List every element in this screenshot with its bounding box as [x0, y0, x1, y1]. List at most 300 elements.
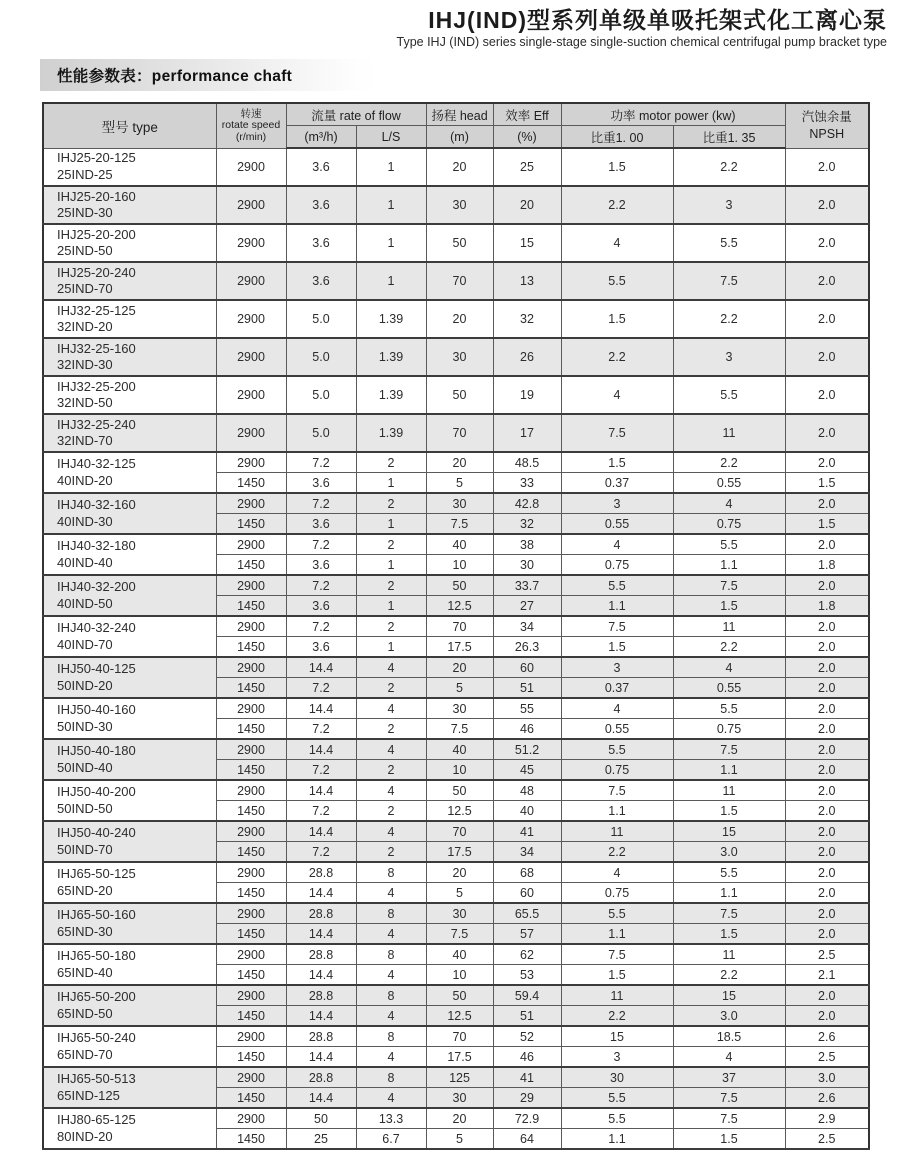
- power-sg135-cell: 0.55: [673, 678, 785, 699]
- npsh-cell: 2.0: [785, 452, 869, 473]
- flow-ls-cell: 1: [356, 148, 426, 186]
- flow-ls-cell: 2: [356, 842, 426, 863]
- power-sg135-cell: 4: [673, 657, 785, 678]
- power-sg100-cell: 1.1: [561, 596, 673, 617]
- speed-cell: 1450: [216, 514, 286, 535]
- speed-cell: 1450: [216, 678, 286, 699]
- flow-m3h-cell: 7.2: [286, 493, 356, 514]
- npsh-cell: 2.6: [785, 1088, 869, 1109]
- speed-cell: 2900: [216, 862, 286, 883]
- power-sg135-cell: 7.5: [673, 1108, 785, 1129]
- power-sg100-cell: 30: [561, 1067, 673, 1088]
- flow-m3h-cell: 3.6: [286, 514, 356, 535]
- speed-cell: 2900: [216, 534, 286, 555]
- flow-ls-cell: 4: [356, 698, 426, 719]
- power-sg135-cell: 1.5: [673, 801, 785, 822]
- table-row: [43, 985, 869, 1006]
- flow-m3h-cell: 14.4: [286, 883, 356, 904]
- npsh-label-cn: 汽蚀余量: [801, 110, 852, 125]
- head-cell: 30: [426, 903, 493, 924]
- flow-ls-cell: 4: [356, 883, 426, 904]
- document-header: [0, 0, 900, 50]
- table-row: [43, 338, 869, 376]
- head-cell: 17.5: [426, 1047, 493, 1068]
- head-cell: 40: [426, 739, 493, 760]
- model-cell: IHJ25-20-240 25IND-70: [43, 262, 216, 300]
- speed-cell: 2900: [216, 376, 286, 414]
- flow-m3h-cell: 7.2: [286, 678, 356, 699]
- flow-m3h-cell: 5.0: [286, 300, 356, 338]
- speed-cell: 2900: [216, 300, 286, 338]
- model-cell: IHJ25-20-160 25IND-30: [43, 186, 216, 224]
- model-cell: IHJ25-20-200 25IND-50: [43, 224, 216, 262]
- model-cell: IHJ65-50-200 65IND-50: [43, 985, 216, 1026]
- power-sg135-cell: 11: [673, 414, 785, 452]
- eff-cell: 60: [493, 883, 561, 904]
- power-sg135-cell: 11: [673, 944, 785, 965]
- eff-cell: 19: [493, 376, 561, 414]
- speed-cell: 2900: [216, 1067, 286, 1088]
- table-row: [43, 224, 869, 262]
- speed-cell: 1450: [216, 1129, 286, 1150]
- head-cell: 50: [426, 780, 493, 801]
- eff-cell: 34: [493, 616, 561, 637]
- npsh-cell: 2.5: [785, 944, 869, 965]
- speed-cell: 2900: [216, 821, 286, 842]
- table-row: [43, 1067, 869, 1088]
- speed-cell: 1450: [216, 842, 286, 863]
- power-sg135-cell: 7.5: [673, 1088, 785, 1109]
- table-row: [43, 575, 869, 596]
- flow-m3h-cell: 28.8: [286, 862, 356, 883]
- power-sg100-cell: 5.5: [561, 1088, 673, 1109]
- page-subtitle: Type IHJ (IND) series single-stage single-suction chemical centrifugal pump bracket type: [396, 35, 887, 50]
- npsh-cell: 1.8: [785, 555, 869, 576]
- npsh-cell: 2.0: [785, 534, 869, 555]
- npsh-cell: 2.1: [785, 965, 869, 986]
- head-cell: 40: [426, 534, 493, 555]
- power-sg100-cell: 4: [561, 376, 673, 414]
- speed-cell: 1450: [216, 1047, 286, 1068]
- power-sg135-cell: 15: [673, 985, 785, 1006]
- flow-m3h-cell: 14.4: [286, 1006, 356, 1027]
- npsh-cell: 2.0: [785, 842, 869, 863]
- power-sg100-cell: 0.37: [561, 678, 673, 699]
- flow-m3h-cell: 7.2: [286, 575, 356, 596]
- head-cell: 12.5: [426, 801, 493, 822]
- col-header-flow-m3h: (m³/h): [286, 126, 356, 149]
- power-sg100-cell: 0.55: [561, 514, 673, 535]
- model-cell: IHJ32-25-200 32IND-50: [43, 376, 216, 414]
- flow-m3h-cell: 14.4: [286, 780, 356, 801]
- power-sg135-cell: 5.5: [673, 224, 785, 262]
- head-cell: 30: [426, 1088, 493, 1109]
- flow-ls-cell: 8: [356, 944, 426, 965]
- flow-ls-cell: 2: [356, 801, 426, 822]
- power-sg100-cell: 5.5: [561, 262, 673, 300]
- power-sg135-cell: 1.5: [673, 1129, 785, 1150]
- head-cell: 70: [426, 1026, 493, 1047]
- npsh-label-en: NPSH: [809, 127, 845, 142]
- power-sg100-cell: 4: [561, 534, 673, 555]
- npsh-cell: 2.0: [785, 719, 869, 740]
- flow-m3h-cell: 28.8: [286, 985, 356, 1006]
- power-sg100-cell: 0.37: [561, 473, 673, 494]
- flow-ls-cell: 4: [356, 1047, 426, 1068]
- model-cell: IHJ50-40-125 50IND-20: [43, 657, 216, 698]
- power-sg100-cell: 3: [561, 657, 673, 678]
- model-cell: IHJ32-25-240 32IND-70: [43, 414, 216, 452]
- speed-cell: 1450: [216, 596, 286, 617]
- flow-m3h-cell: 3.6: [286, 473, 356, 494]
- eff-cell: 46: [493, 1047, 561, 1068]
- power-sg135-cell: 3: [673, 186, 785, 224]
- head-cell: 20: [426, 452, 493, 473]
- flow-ls-cell: 6.7: [356, 1129, 426, 1150]
- head-cell: 70: [426, 414, 493, 452]
- flow-m3h-cell: 7.2: [286, 719, 356, 740]
- power-sg100-cell: 3: [561, 493, 673, 514]
- npsh-cell: 2.0: [785, 493, 869, 514]
- flow-ls-cell: 8: [356, 985, 426, 1006]
- power-sg100-cell: 7.5: [561, 616, 673, 637]
- head-cell: 20: [426, 657, 493, 678]
- speed-cell: 1450: [216, 555, 286, 576]
- table-row: [43, 739, 869, 760]
- npsh-cell: 2.0: [785, 300, 869, 338]
- flow-ls-cell: 1.39: [356, 300, 426, 338]
- flow-ls-cell: 8: [356, 1026, 426, 1047]
- speed-cell: 1450: [216, 924, 286, 945]
- npsh-cell: 2.5: [785, 1047, 869, 1068]
- power-sg135-cell: 7.5: [673, 739, 785, 760]
- speed-cell: 2900: [216, 575, 286, 596]
- speed-cell: 2900: [216, 1108, 286, 1129]
- power-sg100-cell: 1.5: [561, 637, 673, 658]
- flow-ls-cell: 1: [356, 637, 426, 658]
- eff-cell: 25: [493, 148, 561, 186]
- power-sg135-cell: 5.5: [673, 862, 785, 883]
- head-cell: 17.5: [426, 842, 493, 863]
- npsh-cell: 2.5: [785, 1129, 869, 1150]
- power-sg100-cell: 4: [561, 862, 673, 883]
- eff-cell: 32: [493, 300, 561, 338]
- head-cell: 17.5: [426, 637, 493, 658]
- speed-cell: 1450: [216, 801, 286, 822]
- power-sg135-cell: 2.2: [673, 300, 785, 338]
- power-sg100-cell: 4: [561, 224, 673, 262]
- power-sg100-cell: 15: [561, 1026, 673, 1047]
- head-cell: 20: [426, 1108, 493, 1129]
- flow-m3h-cell: 28.8: [286, 944, 356, 965]
- flow-ls-cell: 1: [356, 262, 426, 300]
- flow-m3h-cell: 28.8: [286, 1026, 356, 1047]
- eff-cell: 53: [493, 965, 561, 986]
- model-cell: IHJ65-50-180 65IND-40: [43, 944, 216, 985]
- flow-m3h-cell: 14.4: [286, 698, 356, 719]
- eff-cell: 48.5: [493, 452, 561, 473]
- flow-m3h-cell: 14.4: [286, 1088, 356, 1109]
- speed-cell: 1450: [216, 1006, 286, 1027]
- model-cell: IHJ40-32-160 40IND-30: [43, 493, 216, 534]
- table-row: [43, 1108, 869, 1129]
- col-header-head: 扬程 head: [426, 103, 493, 126]
- head-cell: 5: [426, 1129, 493, 1150]
- table-row: [43, 698, 869, 719]
- power-sg100-cell: 1.5: [561, 452, 673, 473]
- flow-m3h-cell: 7.2: [286, 842, 356, 863]
- speed-cell: 2900: [216, 739, 286, 760]
- power-sg100-cell: 2.2: [561, 842, 673, 863]
- speed-cell: 2900: [216, 452, 286, 473]
- speed-cell: 2900: [216, 262, 286, 300]
- power-sg135-cell: 1.5: [673, 596, 785, 617]
- npsh-cell: 2.0: [785, 148, 869, 186]
- flow-m3h-cell: 3.6: [286, 637, 356, 658]
- eff-cell: 32: [493, 514, 561, 535]
- flow-ls-cell: 2: [356, 760, 426, 781]
- eff-cell: 62: [493, 944, 561, 965]
- table-row: [43, 414, 869, 452]
- col-header-power: 功率 motor power (kw): [561, 103, 785, 126]
- head-cell: 20: [426, 862, 493, 883]
- power-sg100-cell: 1.1: [561, 801, 673, 822]
- head-cell: 40: [426, 944, 493, 965]
- npsh-cell: 2.0: [785, 678, 869, 699]
- eff-cell: 30: [493, 555, 561, 576]
- model-cell: IHJ32-25-160 32IND-30: [43, 338, 216, 376]
- power-sg100-cell: 3: [561, 1047, 673, 1068]
- power-sg135-cell: 1.5: [673, 924, 785, 945]
- table-row: [43, 493, 869, 514]
- npsh-cell: 2.0: [785, 698, 869, 719]
- model-cell: IHJ65-50-160 65IND-30: [43, 903, 216, 944]
- power-sg135-cell: 11: [673, 616, 785, 637]
- head-cell: 50: [426, 985, 493, 1006]
- head-cell: 5: [426, 473, 493, 494]
- table-row: [43, 657, 869, 678]
- section-label: 性能参数表：performance chaft: [40, 59, 378, 91]
- power-sg135-cell: 18.5: [673, 1026, 785, 1047]
- npsh-cell: 2.0: [785, 616, 869, 637]
- speed-cell: 2900: [216, 186, 286, 224]
- speed-cell: 2900: [216, 338, 286, 376]
- eff-cell: 60: [493, 657, 561, 678]
- flow-ls-cell: 4: [356, 965, 426, 986]
- flow-ls-cell: 4: [356, 1006, 426, 1027]
- npsh-cell: 2.0: [785, 739, 869, 760]
- power-sg135-cell: 2.2: [673, 637, 785, 658]
- power-sg135-cell: 4: [673, 493, 785, 514]
- model-cell: IHJ32-25-125 32IND-20: [43, 300, 216, 338]
- eff-cell: 51: [493, 678, 561, 699]
- eff-cell: 41: [493, 821, 561, 842]
- flow-ls-cell: 2: [356, 678, 426, 699]
- power-sg100-cell: 4: [561, 698, 673, 719]
- col-header-flow: 流量 rate of flow: [286, 103, 426, 126]
- power-sg135-cell: 3.0: [673, 1006, 785, 1027]
- table-header: [43, 103, 869, 148]
- table-row: [43, 148, 869, 186]
- npsh-cell: 2.0: [785, 780, 869, 801]
- eff-cell: 29: [493, 1088, 561, 1109]
- npsh-cell: 2.0: [785, 262, 869, 300]
- head-cell: 12.5: [426, 1006, 493, 1027]
- eff-cell: 17: [493, 414, 561, 452]
- power-sg135-cell: 0.55: [673, 473, 785, 494]
- eff-cell: 15: [493, 224, 561, 262]
- speed-cell: 2900: [216, 657, 286, 678]
- speed-cell: 1450: [216, 760, 286, 781]
- power-sg135-cell: 37: [673, 1067, 785, 1088]
- flow-ls-cell: 2: [356, 575, 426, 596]
- power-sg100-cell: 11: [561, 821, 673, 842]
- col-header-power-sg135: 比重1. 35: [673, 126, 785, 149]
- eff-cell: 72.9: [493, 1108, 561, 1129]
- head-cell: 70: [426, 821, 493, 842]
- model-cell: IHJ40-32-180 40IND-40: [43, 534, 216, 575]
- npsh-cell: 2.0: [785, 801, 869, 822]
- npsh-cell: 2.0: [785, 883, 869, 904]
- eff-cell: 13: [493, 262, 561, 300]
- flow-ls-cell: 4: [356, 1088, 426, 1109]
- npsh-cell: 2.0: [785, 338, 869, 376]
- col-header-head-unit: (m): [426, 126, 493, 149]
- table-row: [43, 862, 869, 883]
- flow-m3h-cell: 14.4: [286, 924, 356, 945]
- power-sg100-cell: 5.5: [561, 739, 673, 760]
- flow-m3h-cell: 3.6: [286, 224, 356, 262]
- speed-cell: 2900: [216, 985, 286, 1006]
- head-cell: 7.5: [426, 924, 493, 945]
- performance-table: [42, 102, 870, 1150]
- power-sg100-cell: 11: [561, 985, 673, 1006]
- flow-ls-cell: 4: [356, 780, 426, 801]
- eff-cell: 48: [493, 780, 561, 801]
- flow-ls-cell: 8: [356, 862, 426, 883]
- speed-cell: 2900: [216, 903, 286, 924]
- model-cell: IHJ40-32-200 40IND-50: [43, 575, 216, 616]
- flow-ls-cell: 4: [356, 739, 426, 760]
- flow-m3h-cell: 14.4: [286, 821, 356, 842]
- speed-cell: 1450: [216, 473, 286, 494]
- table-row: [43, 186, 869, 224]
- flow-m3h-cell: 3.6: [286, 596, 356, 617]
- power-sg135-cell: 5.5: [673, 376, 785, 414]
- flow-ls-cell: 1: [356, 224, 426, 262]
- power-sg135-cell: 7.5: [673, 575, 785, 596]
- power-sg100-cell: 5.5: [561, 903, 673, 924]
- head-cell: 50: [426, 575, 493, 596]
- power-sg100-cell: 1.5: [561, 148, 673, 186]
- speed-cell: 2900: [216, 780, 286, 801]
- flow-ls-cell: 1: [356, 514, 426, 535]
- eff-cell: 55: [493, 698, 561, 719]
- speed-label-unit: (r/min): [235, 130, 267, 143]
- flow-ls-cell: 2: [356, 452, 426, 473]
- head-cell: 20: [426, 300, 493, 338]
- col-header-eff: 效率 Eff: [493, 103, 561, 126]
- power-sg100-cell: 0.75: [561, 555, 673, 576]
- flow-ls-cell: 1: [356, 473, 426, 494]
- table-row: [43, 376, 869, 414]
- npsh-cell: 2.0: [785, 1006, 869, 1027]
- eff-cell: 57: [493, 924, 561, 945]
- table-row: [43, 262, 869, 300]
- power-sg100-cell: 1.5: [561, 300, 673, 338]
- head-cell: 10: [426, 965, 493, 986]
- power-sg135-cell: 4: [673, 1047, 785, 1068]
- flow-ls-cell: 2: [356, 616, 426, 637]
- speed-label-cn: 转速: [240, 107, 262, 120]
- flow-m3h-cell: 14.4: [286, 657, 356, 678]
- power-sg135-cell: 5.5: [673, 698, 785, 719]
- model-cell: IHJ65-50-513 65IND-125: [43, 1067, 216, 1108]
- page-title: IHJ(IND)型系列单级单吸托架式化工离心泵: [428, 7, 887, 33]
- power-sg100-cell: 1.5: [561, 965, 673, 986]
- eff-cell: 33.7: [493, 575, 561, 596]
- eff-cell: 33: [493, 473, 561, 494]
- power-sg135-cell: 3.0: [673, 842, 785, 863]
- eff-cell: 51.2: [493, 739, 561, 760]
- model-cell: IHJ25-20-125 25IND-25: [43, 148, 216, 186]
- speed-cell: 2900: [216, 616, 286, 637]
- power-sg100-cell: 5.5: [561, 1108, 673, 1129]
- power-sg135-cell: 2.2: [673, 148, 785, 186]
- head-cell: 7.5: [426, 719, 493, 740]
- col-header-npsh: [785, 103, 869, 148]
- power-sg135-cell: 3: [673, 338, 785, 376]
- power-sg135-cell: 0.75: [673, 719, 785, 740]
- eff-cell: 27: [493, 596, 561, 617]
- head-cell: 30: [426, 698, 493, 719]
- col-header-flow-ls: L/S: [356, 126, 426, 149]
- speed-cell: 2900: [216, 148, 286, 186]
- flow-ls-cell: 13.3: [356, 1108, 426, 1129]
- col-header-power-sg100: 比重1. 00: [561, 126, 673, 149]
- head-cell: 5: [426, 678, 493, 699]
- npsh-cell: 2.0: [785, 657, 869, 678]
- eff-cell: 26: [493, 338, 561, 376]
- npsh-cell: 1.5: [785, 473, 869, 494]
- flow-ls-cell: 1.39: [356, 414, 426, 452]
- model-cell: IHJ80-65-125 80IND-20: [43, 1108, 216, 1149]
- flow-m3h-cell: 3.6: [286, 148, 356, 186]
- head-cell: 125: [426, 1067, 493, 1088]
- npsh-cell: 1.5: [785, 514, 869, 535]
- power-sg100-cell: 7.5: [561, 780, 673, 801]
- power-sg100-cell: 0.75: [561, 883, 673, 904]
- flow-ls-cell: 1.39: [356, 338, 426, 376]
- flow-m3h-cell: 7.2: [286, 534, 356, 555]
- head-cell: 20: [426, 148, 493, 186]
- flow-m3h-cell: 5.0: [286, 414, 356, 452]
- model-cell: IHJ50-40-240 50IND-70: [43, 821, 216, 862]
- npsh-cell: 2.0: [785, 821, 869, 842]
- table-row: [43, 780, 869, 801]
- flow-m3h-cell: 14.4: [286, 965, 356, 986]
- head-cell: 5: [426, 883, 493, 904]
- head-cell: 30: [426, 338, 493, 376]
- head-cell: 50: [426, 224, 493, 262]
- power-sg100-cell: 2.2: [561, 338, 673, 376]
- npsh-cell: 2.0: [785, 903, 869, 924]
- power-sg100-cell: 0.75: [561, 760, 673, 781]
- flow-m3h-cell: 3.6: [286, 186, 356, 224]
- flow-m3h-cell: 7.2: [286, 760, 356, 781]
- power-sg100-cell: 2.2: [561, 186, 673, 224]
- head-cell: 50: [426, 376, 493, 414]
